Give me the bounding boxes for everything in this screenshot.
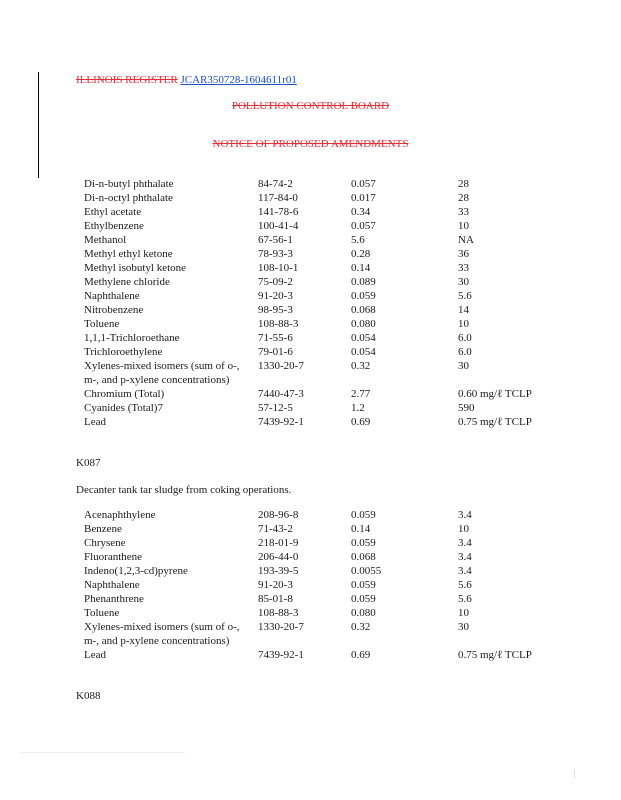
nonwastewater-standard: 590 — [458, 402, 475, 414]
table-row — [84, 620, 564, 648]
change-bar — [38, 72, 39, 178]
wastewater-standard: 0.0055 — [351, 565, 382, 577]
cas-number: 71-43-2 — [258, 523, 293, 535]
nonwastewater-standard: 0.75 mg/ℓ TCLP — [458, 416, 532, 428]
constituent-name: Xylenes-mixed isomers (sum of o-, m-, and p-xylene concentrations) — [84, 621, 240, 647]
wastewater-standard: 0.080 — [351, 607, 376, 619]
nonwastewater-standard: 3.4 — [458, 551, 472, 563]
cas-number: 79-01-6 — [258, 346, 293, 358]
board-struck-text: POLLUTION CONTROL BOARD — [231, 100, 390, 112]
constituent-name: Cyanides (Total)7 — [84, 402, 163, 414]
constituent-name: Naphthalene — [84, 290, 140, 302]
constituent-name: Acenaphthylene — [84, 509, 156, 521]
cas-number: 57-12-5 — [258, 402, 293, 414]
cas-number: 108-88-3 — [258, 318, 299, 330]
constituent-name: Lead — [84, 649, 106, 661]
constituent-name: 1,1,1-Trichloroethane — [84, 332, 180, 344]
nonwastewater-standard: 28 — [458, 192, 469, 204]
table-row — [84, 219, 564, 233]
cas-number: 206-44-0 — [258, 551, 299, 563]
table-row — [84, 564, 564, 578]
register-header — [76, 74, 297, 87]
wastewater-standard: 0.054 — [351, 332, 376, 344]
wastewater-standard: 0.068 — [351, 551, 376, 563]
constituent-name: Chrysene — [84, 537, 126, 549]
wastewater-standard: 0.057 — [351, 220, 376, 232]
cas-number: 85-01-8 — [258, 593, 293, 605]
constituent-name: Naphthalene — [84, 579, 140, 591]
constituent-name: Benzene — [84, 523, 122, 535]
wastewater-standard: 0.059 — [351, 593, 376, 605]
wastewater-standard: 0.057 — [351, 178, 376, 190]
nonwastewater-standard: 10 — [458, 318, 469, 330]
table-row — [84, 508, 564, 522]
constituent-name: Indeno(1,2,3-cd)pyrene — [84, 565, 188, 577]
nonwastewater-standard: 3.4 — [458, 537, 472, 549]
waste-code-k088: K088 — [76, 690, 101, 702]
footer-divider — [20, 752, 185, 753]
wastewater-standard: 0.14 — [351, 262, 371, 274]
nonwastewater-standard: 5.6 — [458, 290, 472, 302]
cas-number: 71-55-6 — [258, 332, 293, 344]
cas-number: 91-20-3 — [258, 290, 293, 302]
nonwastewater-standard: 30 — [458, 360, 469, 372]
table-row — [84, 522, 564, 536]
constituent-name: Nitrobenzene — [84, 304, 144, 316]
cas-number: 78-93-3 — [258, 248, 293, 260]
table-row — [84, 359, 564, 387]
table-row — [84, 205, 564, 219]
constituent-name: Methanol — [84, 234, 127, 246]
wastewater-standard: 0.14 — [351, 523, 371, 535]
board-header — [0, 100, 621, 113]
table-row — [84, 536, 564, 550]
nonwastewater-standard: 10 — [458, 523, 469, 535]
wastewater-standard: 0.059 — [351, 509, 376, 521]
cas-number: 218-01-9 — [258, 537, 299, 549]
table-row — [84, 345, 564, 359]
constituent-name: Toluene — [84, 318, 120, 330]
wastewater-standard: 0.69 — [351, 649, 371, 661]
table-row — [84, 303, 564, 317]
constituent-name: Fluoranthene — [84, 551, 143, 563]
waste-description-k087: Decanter tank tar sludge from coking operations. — [76, 484, 292, 496]
nonwastewater-standard: 30 — [458, 621, 469, 633]
cas-number: 117-84-0 — [258, 192, 298, 204]
constituent-name: Ethyl acetate — [84, 206, 142, 218]
wastewater-standard: 0.068 — [351, 304, 376, 316]
cas-number: 208-96-8 — [258, 509, 299, 521]
cas-number: 98-95-3 — [258, 304, 293, 316]
constituent-name: Methyl ethyl ketone — [84, 248, 173, 260]
cas-number: 100-41-4 — [258, 220, 299, 232]
cas-number: 108-88-3 — [258, 607, 299, 619]
cas-number: 67-56-1 — [258, 234, 293, 246]
table-row — [84, 177, 564, 191]
cas-number: 75-09-2 — [258, 276, 293, 288]
table-row — [84, 550, 564, 564]
register-id-link[interactable]: JCAR350728-1604611r01 — [180, 74, 297, 86]
nonwastewater-standard: 33 — [458, 262, 469, 274]
constituent-name: Methylene chloride — [84, 276, 170, 288]
constituent-name: Lead — [84, 416, 106, 428]
wastewater-standard: 5.6 — [351, 234, 365, 246]
nonwastewater-standard: 0.75 mg/ℓ TCLP — [458, 649, 532, 661]
cas-number: 7440-47-3 — [258, 388, 304, 400]
constituent-name: Chromium (Total) — [84, 388, 165, 400]
constituent-name: Xylenes-mixed isomers (sum of o-, m-, and p-xylene concentrations) — [84, 360, 240, 386]
table-row — [84, 247, 564, 261]
cas-number: 91-20-3 — [258, 579, 293, 591]
constituent-name: Trichloroethylene — [84, 346, 163, 358]
register-struck-text: ILLINOIS REGISTER — [76, 74, 178, 86]
wastewater-standard: 0.34 — [351, 206, 371, 218]
wastewater-standard: 0.32 — [351, 360, 371, 372]
notice-struck-text: NOTICE OF PROPOSED AMENDMENTS — [212, 138, 409, 150]
constituent-name: Phenanthrene — [84, 593, 144, 605]
wastewater-standard: 0.080 — [351, 318, 376, 330]
nonwastewater-standard: 10 — [458, 607, 469, 619]
wastewater-standard: 0.059 — [351, 579, 376, 591]
table-row — [84, 233, 564, 247]
wastewater-standard: 0.089 — [351, 276, 376, 288]
notice-header — [0, 138, 621, 151]
nonwastewater-standard: 10 — [458, 220, 469, 232]
constituents-table-2 — [84, 508, 564, 662]
cas-number: 193-39-5 — [258, 565, 299, 577]
table-row — [84, 289, 564, 303]
nonwastewater-standard: 14 — [458, 304, 469, 316]
nonwastewater-standard: 3.4 — [458, 509, 472, 521]
cas-number: 108-10-1 — [258, 262, 299, 274]
table-row — [84, 261, 564, 275]
wastewater-standard: 0.054 — [351, 346, 376, 358]
cas-number: 7439-92-1 — [258, 416, 304, 428]
wastewater-standard: 1.2 — [351, 402, 365, 414]
wastewater-standard: 0.059 — [351, 537, 376, 549]
constituent-name: Methyl isobutyl ketone — [84, 262, 187, 274]
table-row — [84, 275, 564, 289]
cas-number: 1330-20-7 — [258, 621, 304, 633]
nonwastewater-standard: 33 — [458, 206, 469, 218]
constituent-name: Di-n-octyl phthalate — [84, 192, 173, 204]
cas-number: 1330-20-7 — [258, 360, 304, 372]
nonwastewater-standard: 3.4 — [458, 565, 472, 577]
table-row — [84, 331, 564, 345]
wastewater-standard: 0.32 — [351, 621, 371, 633]
constituent-name: Ethylbenzene — [84, 220, 144, 232]
nonwastewater-standard: 6.0 — [458, 346, 472, 358]
wastewater-standard: 0.059 — [351, 290, 376, 302]
wastewater-standard: 0.69 — [351, 416, 371, 428]
table-row — [84, 191, 564, 205]
constituent-name: Toluene — [84, 607, 120, 619]
table-row — [84, 317, 564, 331]
nonwastewater-standard: 6.0 — [458, 332, 472, 344]
table-row — [84, 401, 564, 415]
nonwastewater-standard: NA — [458, 234, 474, 246]
table-row — [84, 578, 564, 592]
nonwastewater-standard: 5.6 — [458, 579, 472, 591]
cas-number: 141-78-6 — [258, 206, 299, 218]
page-mark — [574, 770, 575, 778]
nonwastewater-standard: 36 — [458, 248, 469, 260]
cas-number: 84-74-2 — [258, 178, 293, 190]
table-row — [84, 387, 564, 401]
cas-number: 7439-92-1 — [258, 649, 304, 661]
waste-code-k087: K087 — [76, 457, 101, 469]
nonwastewater-standard: 28 — [458, 178, 469, 190]
table-row — [84, 415, 564, 429]
nonwastewater-standard: 0.60 mg/ℓ TCLP — [458, 388, 532, 400]
constituents-table-1 — [84, 177, 564, 429]
constituent-name: Di-n-butyl phthalate — [84, 178, 174, 190]
table-row — [84, 606, 564, 620]
table-row — [84, 648, 564, 662]
wastewater-standard: 2.77 — [351, 388, 371, 400]
table-row — [84, 592, 564, 606]
nonwastewater-standard: 5.6 — [458, 593, 472, 605]
wastewater-standard: 0.017 — [351, 192, 376, 204]
wastewater-standard: 0.28 — [351, 248, 371, 260]
nonwastewater-standard: 30 — [458, 276, 469, 288]
